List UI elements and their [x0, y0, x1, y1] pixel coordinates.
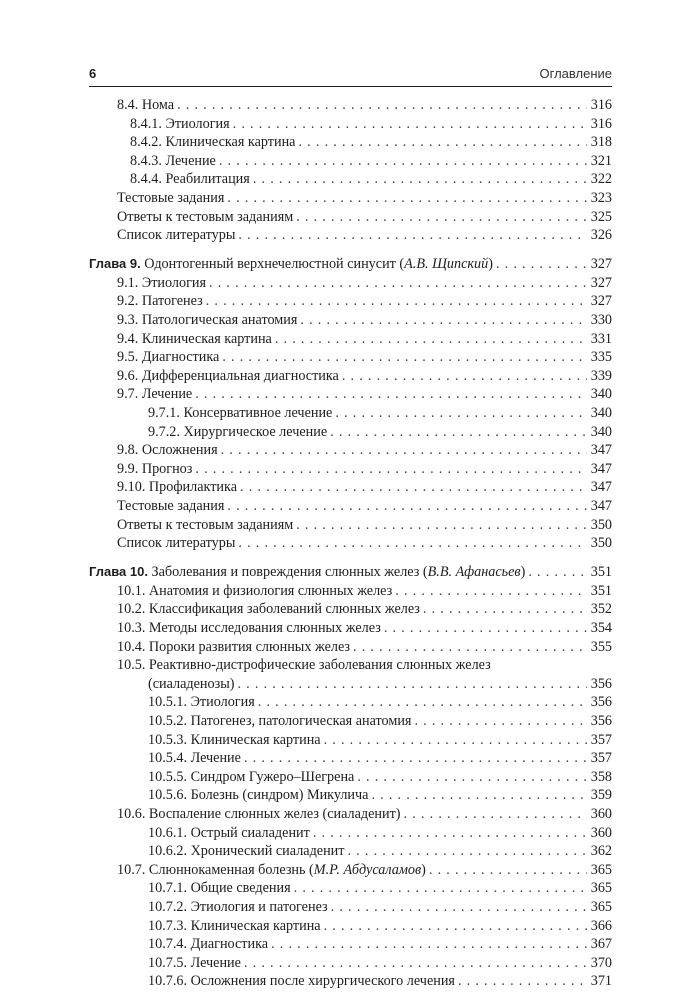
entry-text: Список литературы — [117, 535, 236, 552]
dot-leader — [384, 619, 587, 638]
page-number: 6 — [89, 66, 97, 81]
dot-leader — [347, 842, 587, 861]
toc-entry[interactable] — [89, 842, 612, 861]
toc-entry[interactable] — [89, 292, 612, 311]
page-ref: 318 — [590, 134, 612, 151]
entry-suffix: ) — [520, 564, 526, 581]
entry-text: 9.6. Дифференциальная диагностика — [117, 367, 339, 384]
dot-leader — [219, 152, 587, 171]
entry-text: 10.7.6. Осложнения после хирургического лечения — [148, 973, 455, 990]
dot-leader — [206, 292, 587, 311]
entry-text: Список литературы — [117, 227, 236, 244]
page-ref: 351 — [590, 582, 612, 599]
entry-text: 8.4. Нома — [117, 97, 175, 113]
toc-entry[interactable] — [89, 441, 612, 460]
dot-leader — [429, 861, 587, 880]
entry-title — [148, 842, 344, 861]
toc-entry[interactable] — [89, 367, 612, 386]
dot-leader — [227, 497, 587, 516]
entry-text: 10.6.2. Хронический сиаладенит — [148, 843, 345, 860]
running-header — [89, 64, 612, 87]
dot-leader — [330, 423, 587, 442]
toc-entry[interactable] — [89, 404, 612, 423]
entry-title — [117, 330, 272, 349]
entry-text: 8.4.1. Этиология — [130, 115, 230, 132]
entry-title — [130, 152, 216, 171]
entry-title — [148, 712, 411, 731]
page-ref: 360 — [590, 805, 612, 822]
entry-text: Одонтогенный верхнечелюстной синусит ( — [140, 256, 405, 273]
entry-title — [117, 274, 206, 293]
entry-title — [148, 786, 368, 805]
page-ref: 325 — [590, 208, 612, 225]
page-ref: 350 — [590, 516, 612, 533]
chapter-label: Глава 10. — [89, 564, 148, 580]
entry-text: 10.2. Классификация заболеваний слюнных желез — [117, 601, 420, 618]
page-ref: 331 — [590, 330, 612, 347]
page-ref: 365 — [590, 898, 612, 915]
toc-entry[interactable] — [89, 600, 612, 619]
toc-entry[interactable] — [89, 348, 612, 367]
entry-title — [117, 292, 203, 311]
toc-entry[interactable] — [89, 638, 612, 657]
toc-entry[interactable] — [89, 861, 612, 880]
dot-leader — [221, 441, 587, 460]
entry-title — [130, 133, 295, 152]
page-ref: 367 — [590, 936, 612, 953]
entry-title — [117, 96, 174, 115]
entry-title — [117, 189, 224, 208]
page-ref: 347 — [590, 497, 612, 514]
dot-leader — [195, 385, 587, 404]
dot-leader — [294, 879, 587, 898]
entry-title — [148, 954, 241, 973]
entry-title — [148, 404, 332, 423]
page-ref: 357 — [590, 731, 612, 748]
entry-title — [117, 638, 350, 657]
entry-title — [148, 935, 268, 954]
entry-text: 10.6.1. Острый сиаладенит — [148, 824, 310, 841]
entry-text: 10.6. Воспаление слюнных желез (сиаладенит) — [117, 805, 401, 822]
toc-entry[interactable] — [89, 731, 612, 750]
page-ref: 356 — [590, 675, 612, 692]
entry-text: Тестовые задания — [117, 497, 225, 514]
page-ref: 321 — [590, 152, 612, 169]
dot-leader — [258, 693, 587, 712]
page-ref: 327 — [590, 293, 612, 310]
dot-leader — [253, 170, 587, 189]
dot-leader — [240, 478, 587, 497]
dot-leader — [275, 330, 587, 349]
toc-entry[interactable] — [89, 972, 612, 991]
entry-title — [148, 675, 234, 694]
page-ref: 371 — [590, 973, 612, 990]
dot-leader — [458, 972, 587, 991]
entry-title — [117, 478, 237, 497]
page-ref: 350 — [590, 535, 612, 552]
toc-entry[interactable] — [89, 935, 612, 954]
chapter-label: Глава 9. — [89, 256, 141, 272]
dot-leader — [238, 226, 587, 245]
entry-text: Заболевания и повреждения слюнных желез ( — [147, 564, 428, 581]
entry-suffix: ) — [421, 861, 426, 878]
toc-entry[interactable] — [89, 768, 612, 787]
toc-entry[interactable] — [89, 693, 612, 712]
dot-leader — [371, 786, 587, 805]
entry-title — [117, 208, 293, 227]
dot-leader — [331, 898, 587, 917]
dot-leader — [296, 208, 587, 227]
entry-text: 10.5.1. Этиология — [148, 694, 255, 711]
entry-text: 9.2. Патогенез — [117, 293, 203, 310]
entry-title — [148, 423, 327, 442]
toc-entry[interactable] — [89, 152, 612, 171]
dot-leader — [271, 935, 587, 954]
entry-title — [148, 693, 255, 712]
page-ref: 340 — [590, 423, 612, 440]
entry-title — [117, 348, 219, 367]
entry-title — [117, 656, 491, 675]
toc-entry[interactable] — [89, 226, 612, 245]
entry-title — [89, 563, 525, 582]
entry-text: 10.7.1. Общие сведения — [148, 880, 291, 897]
entry-text: 9.1. Этиология — [117, 274, 207, 291]
dot-leader — [528, 563, 587, 582]
page-ref: 316 — [590, 97, 612, 113]
entry-title — [148, 731, 321, 750]
page-ref: 347 — [590, 460, 612, 477]
entry-text: 9.8. Осложнения — [117, 442, 218, 459]
page-ref: 351 — [590, 564, 612, 581]
toc-entry[interactable] — [89, 675, 612, 694]
toc-entry[interactable] — [89, 330, 612, 349]
page-ref: 360 — [590, 824, 612, 841]
entry-text: Ответы к тестовым заданиям — [117, 208, 294, 225]
entry-text: 10.4. Пороки развития слюнных желез — [117, 638, 351, 655]
page-ref: 340 — [590, 386, 612, 403]
dot-leader — [244, 954, 587, 973]
entry-text: Тестовые задания — [117, 189, 225, 206]
entry-text: 9.7.2. Хирургическое лечение — [148, 423, 328, 440]
page-ref: 365 — [590, 861, 612, 878]
toc-group — [89, 255, 612, 553]
toc-entry[interactable] — [89, 824, 612, 843]
toc-entry[interactable] — [89, 516, 612, 535]
entry-text: 10.5.6. Болезнь (синдром) Микулича — [148, 787, 369, 804]
page-ref: 340 — [590, 405, 612, 421]
entry-author: В.В. Афанасьев — [427, 564, 521, 581]
page-ref: 347 — [590, 479, 612, 496]
toc-entry[interactable] — [89, 917, 612, 936]
entry-title — [117, 311, 297, 330]
entry-title — [117, 497, 224, 516]
toc-group — [89, 96, 612, 245]
dot-leader — [237, 675, 587, 694]
dot-leader — [324, 731, 587, 750]
entry-text: 10.5.2. Патогенез, патологическая анатомия — [148, 713, 412, 729]
entry-title — [117, 516, 293, 535]
entry-title — [148, 917, 321, 936]
page-ref: 358 — [590, 768, 612, 785]
toc-entry[interactable] — [89, 898, 612, 917]
entry-text: 10.5.3. Клиническая картина — [148, 731, 321, 748]
entry-text: 10.7.5. Лечение — [148, 954, 241, 971]
toc-entry[interactable] — [89, 478, 612, 497]
entry-text: 8.4.4. Реабилитация — [130, 171, 250, 188]
page-ref: 326 — [590, 227, 612, 244]
page-ref: 327 — [590, 256, 612, 273]
entry-title — [117, 861, 426, 880]
toc-entry[interactable] — [89, 879, 612, 898]
entry-text: 8.4.3. Лечение — [130, 152, 216, 169]
dot-leader — [227, 189, 587, 208]
toc-entry[interactable] — [89, 96, 612, 115]
page-ref: 330 — [590, 312, 612, 329]
entry-text: Ответы к тестовым заданиям — [117, 516, 294, 533]
entry-text: 10.1. Анатомия и физиология слюнных желез — [117, 582, 393, 599]
page-ref: 357 — [590, 750, 612, 767]
page-ref: 327 — [590, 274, 612, 291]
entry-text: 9.3. Патологическая анатомия — [117, 312, 298, 329]
entry-title — [117, 385, 192, 404]
dot-leader — [423, 600, 587, 619]
toc-entry[interactable] — [89, 954, 612, 973]
toc-entry[interactable] — [89, 749, 612, 768]
entry-title — [117, 582, 392, 601]
toc-entry[interactable] — [89, 534, 612, 553]
running-title: Оглавление — [539, 66, 612, 81]
toc-chapter-entry[interactable] — [89, 563, 612, 582]
entry-text: 10.7.4. Диагностика — [148, 936, 269, 953]
page-ref: 354 — [590, 620, 612, 637]
page-ref: 355 — [590, 638, 612, 655]
entry-text: 9.9. Прогноз — [117, 460, 193, 477]
dot-leader — [324, 917, 587, 936]
dot-leader — [300, 311, 587, 330]
entry-text: 10.5. Реактивно-дистрофические заболевания слюнных желез — [117, 657, 491, 674]
entry-title — [117, 619, 381, 638]
entry-title — [117, 534, 235, 553]
toc-entry[interactable] — [89, 497, 612, 516]
toc-entry[interactable] — [89, 170, 612, 189]
page-ref: 352 — [590, 601, 612, 618]
entry-text: 10.5.4. Лечение — [148, 750, 241, 767]
entry-text: 9.10. Профилактика — [117, 479, 237, 496]
entry-text: 8.4.2. Клиническая картина — [130, 134, 296, 151]
entry-title — [130, 115, 230, 134]
toc-entry[interactable] — [89, 460, 612, 479]
dot-leader — [404, 805, 587, 824]
entry-text: 10.7.2. Этиология и патогенез — [148, 898, 328, 915]
toc-entry[interactable] — [89, 582, 612, 601]
dot-leader — [342, 367, 587, 386]
toc-entry[interactable] — [89, 274, 612, 293]
dot-leader — [177, 96, 587, 115]
dot-leader — [496, 255, 587, 274]
toc-chapter-entry[interactable] — [89, 255, 612, 274]
dot-leader — [353, 638, 587, 657]
page-ref: 362 — [590, 843, 612, 860]
dot-leader — [414, 712, 587, 731]
page-ref: 316 — [590, 115, 612, 132]
toc-entry[interactable] — [89, 208, 612, 227]
entry-text: 9.7. Лечение — [117, 386, 193, 403]
entry-text: 10.7.3. Клиническая картина — [148, 917, 321, 934]
toc-entry[interactable] — [89, 189, 612, 208]
toc-entry[interactable] — [89, 133, 612, 152]
entry-text: 9.4. Клиническая картина — [117, 330, 272, 347]
toc-group — [89, 563, 612, 991]
dot-leader — [357, 768, 587, 787]
dot-leader — [244, 749, 587, 768]
page-ref: 356 — [590, 694, 612, 711]
page-ref: 339 — [590, 367, 612, 384]
toc-entry[interactable] — [89, 385, 612, 404]
page-ref: 356 — [590, 713, 612, 729]
entry-text: 10.3. Методы исследования слюнных желез — [117, 620, 381, 637]
entry-title — [148, 879, 291, 898]
entry-text: 10.5.5. Синдром Гужеро–Шегрена — [148, 768, 355, 785]
dot-leader — [313, 824, 587, 843]
entry-title — [117, 367, 339, 386]
entry-title — [117, 226, 235, 245]
entry-title — [89, 255, 493, 274]
toc-entry[interactable] — [89, 786, 612, 805]
dot-leader — [395, 582, 587, 601]
dot-leader — [209, 274, 587, 293]
toc-entry[interactable] — [89, 115, 612, 134]
entry-title — [148, 972, 455, 991]
page-ref: 370 — [590, 954, 612, 971]
dot-leader — [298, 133, 587, 152]
dot-leader — [335, 404, 587, 423]
page-ref: 365 — [590, 880, 612, 897]
toc-entry[interactable] — [89, 656, 612, 675]
entry-author: М.Р. Абдусаламов — [313, 861, 422, 878]
toc-entry[interactable] — [89, 423, 612, 442]
dot-leader — [195, 460, 587, 479]
entry-suffix: ) — [488, 256, 493, 273]
toc-entry[interactable] — [89, 712, 612, 731]
entry-text: 9.5. Диагностика — [117, 349, 220, 366]
entry-title — [117, 460, 192, 479]
page-ref: 366 — [590, 917, 612, 934]
entry-title — [148, 824, 310, 843]
entry-text: 9.7.1. Консервативное лечение — [148, 405, 333, 421]
entry-text: 10.7. Слюннокаменная болезнь ( — [117, 861, 314, 878]
entry-title — [148, 749, 241, 768]
toc-entry[interactable] — [89, 311, 612, 330]
entry-title — [130, 170, 250, 189]
toc-entry[interactable] — [89, 805, 612, 824]
page-ref: 359 — [590, 787, 612, 804]
entry-title — [148, 898, 328, 917]
dot-leader — [233, 115, 587, 134]
entry-title — [117, 805, 401, 824]
page-ref: 322 — [590, 171, 612, 188]
entry-author: А.В. Щипский — [404, 256, 489, 273]
dot-leader — [238, 534, 587, 553]
entry-title — [117, 441, 218, 460]
page-ref: 335 — [590, 349, 612, 366]
toc-entry[interactable] — [89, 619, 612, 638]
entry-title — [117, 600, 420, 619]
table-of-contents — [89, 96, 612, 1001]
page-ref: 323 — [590, 189, 612, 206]
dot-leader — [222, 348, 587, 367]
page-ref: 347 — [590, 442, 612, 459]
entry-text: (сиаладенозы) — [148, 675, 235, 692]
entry-title — [148, 768, 354, 787]
dot-leader — [296, 516, 587, 535]
